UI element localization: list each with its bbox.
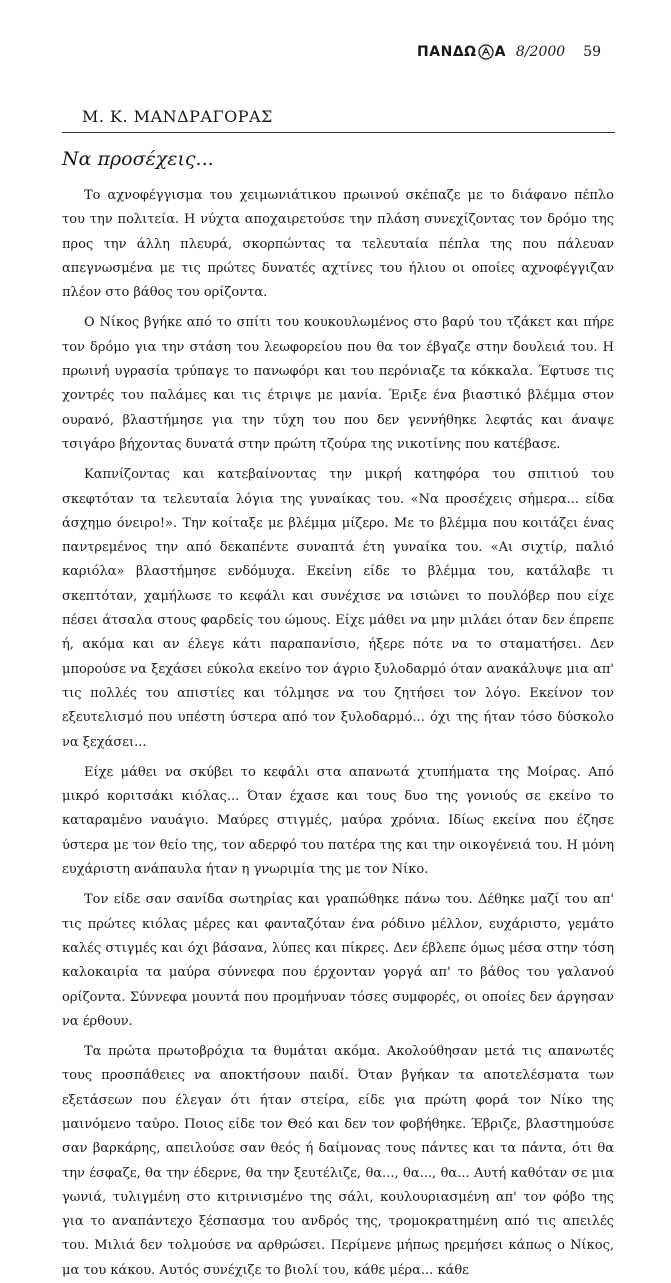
author-name: Μ. Κ. ΜΑΝΔΡΑΓΟΡΑΣ	[82, 107, 273, 126]
paragraph: Τον είδε σαν σανίδα σωτηρίας και γραπώθηκε πάνω του. Δέθηκε μαζί του απ' τις πρώτες κιόλας μέρες και φανταζόταν ένα ρόδινο μέλλον, ευχάριστο, γεμάτο καλές στιγμές και όχι βάσανα, λύπες και πίκρες. Δεν έβλεπε όμως μέσα στην τόση καλοκαιρία τα μαύρα σύννεφα που έρχονταν γοργά απ' το βάθος του γαλανού ορίζοντα. Σύννεφα μουντά που προμήνυαν τόσες συμφορές, οι οποίες δεν άργησαν να έρθουν.	[62, 892, 614, 1029]
header-rule	[62, 132, 615, 133]
magazine-logo-icon	[478, 44, 494, 60]
magazine-name	[417, 44, 506, 60]
running-header	[417, 44, 601, 60]
story-body	[62, 184, 614, 1283]
paragraph: Το αχνοφέγγισμα του χειμωνιάτικου πρωινού σκέπαζε με το διάφανο πέπλο του την πολιτεία. Η νύχτα αποχαιρετούσε την πλάση συνεχίζοντας τον δρόμο της προς την άλλη πλευρά, σκορπώντας τα τελευταία πέπλα της που πάλευαν απεγνωσμένα με τις πρώτες δυνατές αχτίνες του ήλιου οι οποίες αχνοφέγγιζαν πλέον στο βάθος του ορίζοντα.	[62, 188, 614, 301]
paragraph: Τα πρώτα πρωτοβρόχια τα θυμάται ακόμα. Ακολούθησαν μετά τις απανωτές τους προσπάθειες να αποκτήσουν παιδί. Όταν βγήκαν τα αποτελέσματα των εξετάσεων που έλεγαν ότι ήταν στείρα, είδε για πρώτη φορά τον Νίκο της μαινόμενο ταύρο. Ποιος είδε τον Θεό και δεν τον φοβήθηκε. Έβριζε, βλαστημούσε σαν βαρκάρης, απειλούσε σαν θεός ή δαίμονας τους πάντες και τα πάντα, ότι θα την έσφαζε, θα την έδερνε, θα την ξευτέλιζε, θα..., θα..., θα... Αυτή καθόταν σε μια γωνιά, τυλιγμένη στο κιτρινισμένο της σάλι, κουλουριασμένη απ' τον φόβο της για το αναπάντεχο ξέσπασμα του ανδρός της, τρομοκρατημένη από τις απειλές του. Μιλιά δεν τολμούσε να αρθρώσει. Περίμενε μήπως ηρεμήσει κάπως ο Νίκος, μα του κάκου. Αυτός συνέχιζε το βιολί του, κάθε μέρα... κάθε	[62, 1044, 614, 1278]
magazine-name-left: ΠΑΝΔΩ	[417, 44, 477, 60]
issue-number: 8/2000	[515, 44, 566, 60]
page-number: 59	[583, 44, 601, 60]
paragraph: Είχε μάθει να σκύβει το κεφάλι στα απανωτά χτυπήματα της Μοίρας. Από μικρό κοριτσάκι κιόλας... Όταν έχασε και τους δυο της γονιούς σε εκείνο το καταραμένο ναυάγιο. Μαύρες στιγμές, μαύρα χρόνια. Ιδίως εκείνα που έζησε ύστερα με τον θείο της, τον αδερφό του πατέρα της και την οικογένειά του. Η μόνη ευχάριστη ανάπαυλα ήταν η γνωριμία της με τον Νίκο.	[62, 764, 614, 878]
paragraph: Ο Νίκος βγήκε από το σπίτι του κουκουλωμένος στο βαρύ του τζάκετ και πήρε τον δρόμο για την στάση του λεωφορείου που θα τον έβγαζε στην δουλειά του. Η πρωινή υγρασία τρύπαγε το πανωφόρι και του περόνιαζε τα κόκκαλα. Έφτυσε τις χοντρές του παλάμες και τις έτριψε με μανία. Έριξε ένα βιαστικό βλέμμα στον ουρανό, βλαστήμησε για την τύχη του που δεν γεννήθηκε λεφτάς και άναψε τσιγάρο βήχοντας δυνατά στην πρώτη τζούρα της νικοτίνης που κατέβασε.	[62, 315, 614, 452]
magazine-name-right: Α	[494, 44, 506, 60]
story-title: Να προσέχεις...	[62, 148, 214, 170]
paragraph: Καπνίζοντας και κατεβαίνοντας την μικρή κατηφόρα του σπιτιού του σκεφτόταν τα τελευταία λόγια της γυναίκας του. «Να προσέχεις σήμερα... είδα άσχημο όνειρο!». Την κοίταξε με βλέμμα μίζερο. Με το βλέμμα που κοιτάζει ένας παντρεμένος την από δεκαπέντε συναπτά έτη γυναίκα του. «Αι σιχτίρ, παλιό καριόλα» βλαστήμησε ενδόμυχα. Εκείνη είδε το βλέμμα του, κατάλαβε τι σκεπτόταν, χαμήλωσε το κεφάλι και συνέχισε να ισιώνει το πουλόβερ που είχε πέσει άτσαλα στους φαρδείς του ώμους. Είχε μάθει να μην μιλάει όταν δεν έπρεπε ή, ακόμα και αν έλεγε κάτι παραπανίσιο, ήξερε πότε να το σταματήσει. Δεν μπορούσε να ξεχάσει εύκολα εκείνο τον άγριο ξυλοδαρμό όταν ανακάλυψε μια απ' τις πολλές του απιστίες και τόλμησε να του ζητήσει τον λόγο. Εκείνον τον εξευτελισμό που υπέστη ύστερα από τον ξυλοδαρμό... όχι της ήταν τόσο δύσκολο να ξεχάσει...	[62, 467, 614, 750]
